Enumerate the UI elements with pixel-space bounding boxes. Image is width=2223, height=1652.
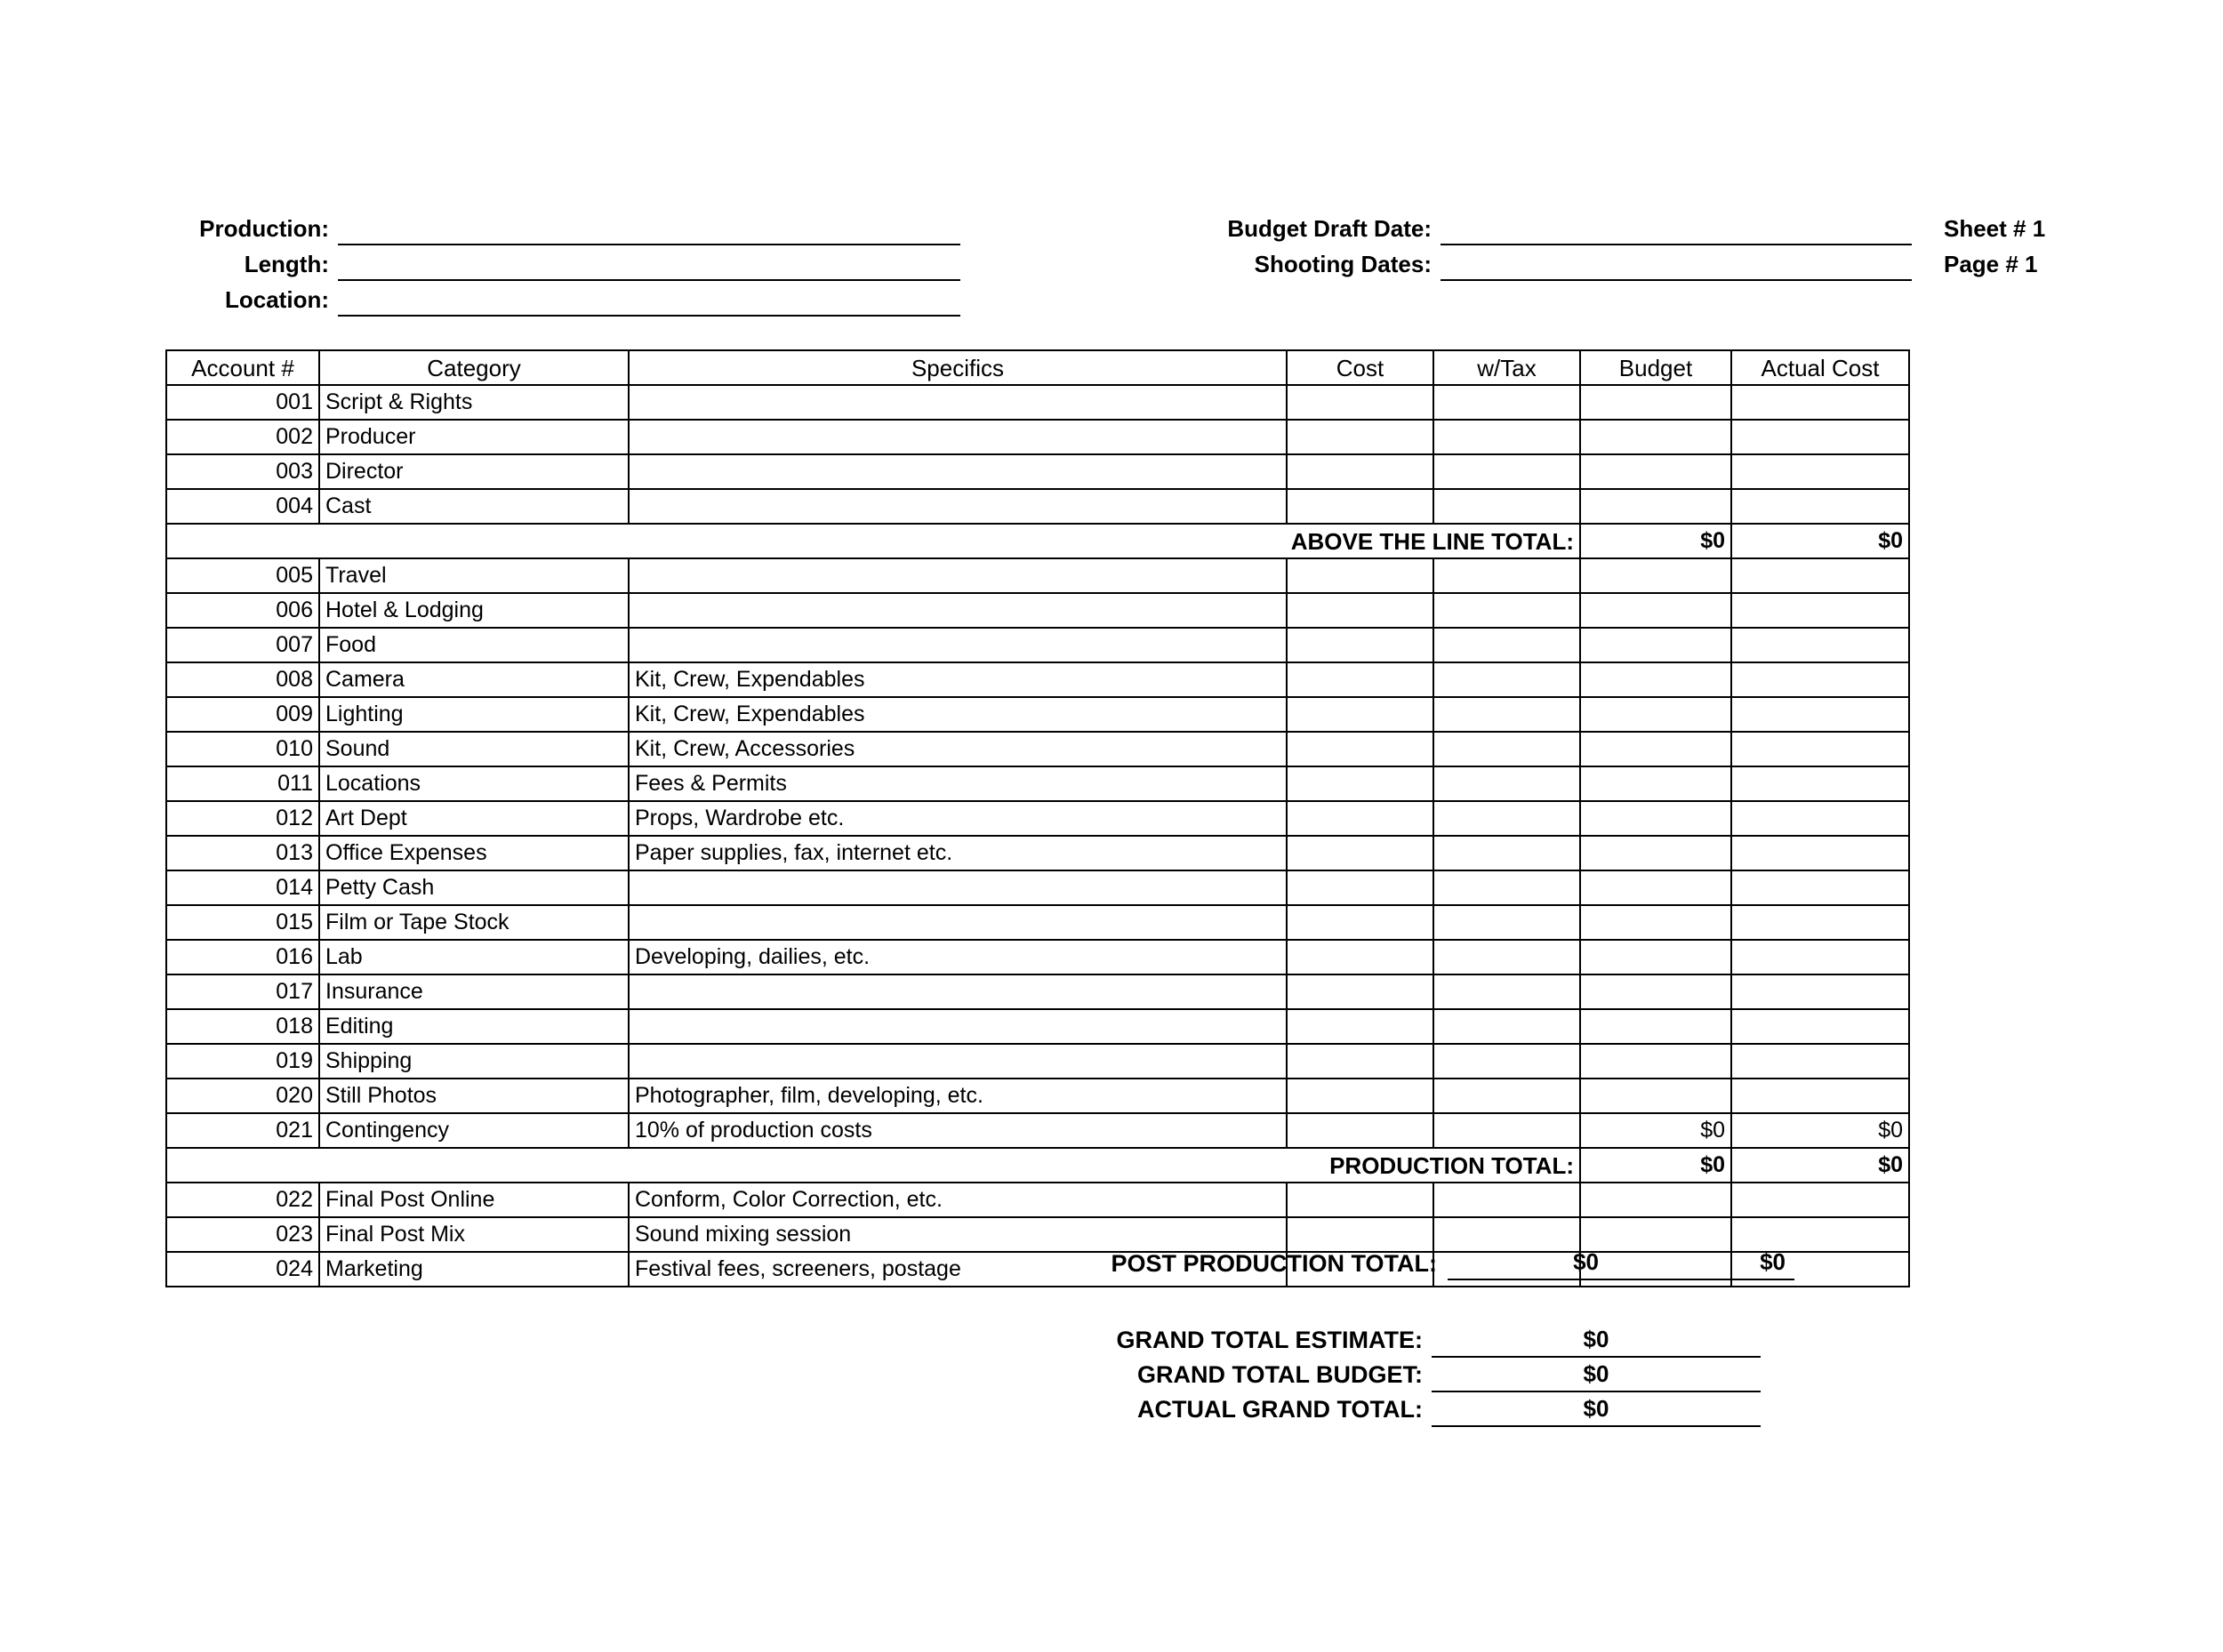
grand-total-estimate-label: GRAND TOTAL ESTIMATE: <box>1116 1327 1423 1353</box>
cell-specifics[interactable]: Kit, Crew, Expendables <box>629 697 1287 732</box>
cell-account: 014 <box>166 870 319 905</box>
cell-specifics[interactable] <box>629 593 1287 628</box>
cell-cost[interactable] <box>1287 385 1433 420</box>
col-cost: Cost <box>1287 350 1433 385</box>
cell-wtax[interactable] <box>1433 697 1580 732</box>
cell-account: 006 <box>166 593 319 628</box>
col-budget: Budget <box>1580 350 1731 385</box>
budget-draft-date-row <box>1200 210 2223 245</box>
cell-wtax[interactable] <box>1433 940 1580 974</box>
table-row <box>166 766 1909 801</box>
cell-account: 007 <box>166 628 319 662</box>
cell-actual[interactable] <box>1731 732 1909 766</box>
cell-category: Director <box>319 454 629 489</box>
cell-category: Editing <box>319 1009 629 1044</box>
table-row <box>166 1079 1909 1113</box>
table-row <box>166 940 1909 974</box>
cell-budget[interactable] <box>1580 1009 1731 1044</box>
cell-account: 010 <box>166 732 319 766</box>
location-input[interactable] <box>338 288 960 317</box>
table-row <box>166 628 1909 662</box>
cell-account: 017 <box>166 974 319 1009</box>
grand-total-budget-row <box>1049 1358 2081 1392</box>
cell-account: 009 <box>166 697 319 732</box>
cell-account: 018 <box>166 1009 319 1044</box>
cell-cost[interactable] <box>1287 974 1433 1009</box>
cell-account: 015 <box>166 905 319 940</box>
cell-specifics[interactable]: Kit, Crew, Accessories <box>629 732 1287 766</box>
actual-grand-total-value: $0 <box>1432 1395 1761 1427</box>
col-account-number: Account # <box>166 350 319 385</box>
cell-specifics[interactable]: Photographer, film, developing, etc. <box>629 1079 1287 1113</box>
cell-specifics[interactable] <box>629 454 1287 489</box>
production-total-budget: $0 <box>1580 1148 1731 1183</box>
cell-actual[interactable] <box>1731 489 1909 524</box>
cell-cost[interactable] <box>1287 1113 1433 1148</box>
cell-actual[interactable] <box>1731 385 1909 420</box>
cell-wtax[interactable] <box>1433 801 1580 836</box>
cell-cost[interactable] <box>1287 870 1433 905</box>
cell-category: Lighting <box>319 697 629 732</box>
shooting-dates-row <box>1200 245 2223 281</box>
cell-wtax[interactable] <box>1433 385 1580 420</box>
cell-budget[interactable] <box>1580 454 1731 489</box>
location-field-row <box>169 281 2054 317</box>
cell-actual[interactable] <box>1731 662 1909 697</box>
above-the-line-total-budget: $0 <box>1580 524 1731 558</box>
cell-actual[interactable] <box>1731 766 1909 801</box>
cell-cost[interactable] <box>1287 1044 1433 1079</box>
cell-wtax[interactable] <box>1433 1079 1580 1113</box>
cell-specifics[interactable] <box>629 420 1287 454</box>
cell-specifics[interactable] <box>629 974 1287 1009</box>
cell-actual[interactable] <box>1731 454 1909 489</box>
post-production-total-actual: $0 <box>1608 1248 1794 1280</box>
production-total-actual: $0 <box>1731 1148 1909 1183</box>
cell-category: Shipping <box>319 1044 629 1079</box>
shooting-dates-label: Shooting Dates: <box>1254 251 1432 277</box>
cell-wtax[interactable] <box>1433 732 1580 766</box>
grand-total-budget-value: $0 <box>1432 1360 1761 1392</box>
cell-wtax[interactable] <box>1433 558 1580 593</box>
post-production-total-budget: $0 <box>1448 1248 1608 1280</box>
cell-wtax[interactable] <box>1433 489 1580 524</box>
production-total-row <box>166 1148 1909 1183</box>
cell-actual[interactable] <box>1731 905 1909 940</box>
header-right-block <box>1200 210 2223 281</box>
cell-specifics[interactable]: Props, Wardrobe etc. <box>629 801 1287 836</box>
above-the-line-total-label: ABOVE THE LINE TOTAL: <box>166 524 1580 558</box>
cell-specifics[interactable] <box>629 385 1287 420</box>
cell-specifics[interactable] <box>629 905 1287 940</box>
cell-actual[interactable] <box>1731 593 1909 628</box>
table-row <box>166 836 1909 870</box>
cell-account: 013 <box>166 836 319 870</box>
cell-wtax[interactable] <box>1433 420 1580 454</box>
cell-category: Art Dept <box>319 801 629 836</box>
cell-budget[interactable] <box>1580 1079 1731 1113</box>
cell-wtax[interactable] <box>1433 836 1580 870</box>
cell-actual[interactable] <box>1731 836 1909 870</box>
cell-actual[interactable] <box>1731 628 1909 662</box>
actual-grand-total-row <box>1049 1392 2081 1427</box>
length-input[interactable] <box>338 253 960 281</box>
table-row <box>166 732 1909 766</box>
cell-cost[interactable] <box>1287 766 1433 801</box>
cell-actual[interactable] <box>1731 1044 1909 1079</box>
cell-specifics[interactable]: 10% of production costs <box>629 1113 1287 1148</box>
cell-budget[interactable] <box>1580 420 1731 454</box>
cell-account: 016 <box>166 940 319 974</box>
post-production-total-label: POST PRODUCTION TOTAL: <box>1111 1250 1437 1277</box>
cell-cost[interactable] <box>1287 489 1433 524</box>
cell-wtax[interactable] <box>1433 662 1580 697</box>
cell-specifics[interactable]: Kit, Crew, Expendables <box>629 662 1287 697</box>
col-wtax: w/Tax <box>1433 350 1580 385</box>
cell-specifics[interactable] <box>629 1009 1287 1044</box>
cell-budget[interactable] <box>1580 593 1731 628</box>
length-label: Length: <box>244 251 329 277</box>
cell-wtax[interactable] <box>1433 905 1580 940</box>
cell-cost[interactable] <box>1287 940 1433 974</box>
cell-budget[interactable] <box>1580 870 1731 905</box>
cell-account: 021 <box>166 1113 319 1148</box>
cell-cost[interactable] <box>1287 420 1433 454</box>
col-category: Category <box>319 350 629 385</box>
cell-actual[interactable] <box>1731 1009 1909 1044</box>
table-row <box>166 662 1909 697</box>
cell-actual[interactable] <box>1731 1183 1909 1217</box>
cell-specifics[interactable]: Festival fees, screeners, postage <box>629 1252 1287 1287</box>
table-row <box>166 1009 1909 1044</box>
cell-actual[interactable] <box>1731 558 1909 593</box>
cell-wtax[interactable] <box>1433 1009 1580 1044</box>
grand-total-estimate-row <box>1049 1323 2081 1358</box>
cell-budget: $0 <box>1580 1113 1731 1148</box>
above-the-line-total-row <box>166 524 1909 558</box>
sheet-number: Sheet # 1 <box>1944 215 2046 242</box>
table-row <box>166 801 1909 836</box>
cell-specifics[interactable] <box>629 628 1287 662</box>
cell-cost[interactable] <box>1287 454 1433 489</box>
cell-actual[interactable] <box>1731 974 1909 1009</box>
cell-budget[interactable] <box>1580 385 1731 420</box>
cell-budget[interactable] <box>1580 558 1731 593</box>
col-specifics: Specifics <box>629 350 1287 385</box>
cell-account: 001 <box>166 385 319 420</box>
cell-cost[interactable] <box>1287 836 1433 870</box>
production-input[interactable] <box>338 217 960 245</box>
post-production-total-row <box>1055 1247 2081 1280</box>
cell-account: 002 <box>166 420 319 454</box>
table-row <box>166 905 1909 940</box>
cell-actual[interactable] <box>1731 870 1909 905</box>
cell-budget[interactable] <box>1580 905 1731 940</box>
cell-category: Petty Cash <box>319 870 629 905</box>
cell-category: Insurance <box>319 974 629 1009</box>
cell-budget[interactable] <box>1580 732 1731 766</box>
table-row <box>166 1183 1909 1217</box>
cell-budget[interactable] <box>1580 940 1731 974</box>
cell-budget[interactable] <box>1580 1183 1731 1217</box>
above-the-line-total-actual: $0 <box>1731 524 1909 558</box>
grand-total-budget-label: GRAND TOTAL BUDGET: <box>1137 1361 1423 1388</box>
cell-specifics[interactable] <box>629 489 1287 524</box>
cell-category: Locations <box>319 766 629 801</box>
cell-account: 023 <box>166 1217 319 1252</box>
page-number: Page # 1 <box>1944 251 2038 277</box>
cell-category: Final Post Mix <box>319 1217 629 1252</box>
cell-budget[interactable] <box>1580 836 1731 870</box>
cell-specifics[interactable] <box>629 558 1287 593</box>
cell-category: Producer <box>319 420 629 454</box>
cell-category: Food <box>319 628 629 662</box>
cell-specifics[interactable]: Paper supplies, fax, internet etc. <box>629 836 1287 870</box>
cell-cost[interactable] <box>1287 1183 1433 1217</box>
cell-cost[interactable] <box>1287 662 1433 697</box>
cell-cost[interactable] <box>1287 732 1433 766</box>
cell-budget[interactable] <box>1580 662 1731 697</box>
cell-wtax[interactable] <box>1433 1113 1580 1148</box>
cell-wtax[interactable] <box>1433 870 1580 905</box>
table-row <box>166 558 1909 593</box>
cell-cost[interactable] <box>1287 593 1433 628</box>
table-row <box>166 1113 1909 1148</box>
grand-totals-block <box>1049 1323 2081 1427</box>
col-actual-cost: Actual Cost <box>1731 350 1909 385</box>
cell-account: 011 <box>166 766 319 801</box>
cell-account: 012 <box>166 801 319 836</box>
cell-actual[interactable] <box>1731 801 1909 836</box>
cell-cost[interactable] <box>1287 905 1433 940</box>
cell-actual[interactable] <box>1731 940 1909 974</box>
budget-draft-date-input[interactable] <box>1441 217 1912 245</box>
cell-category: Travel <box>319 558 629 593</box>
cell-actual[interactable] <box>1731 697 1909 732</box>
cell-cost[interactable] <box>1287 628 1433 662</box>
table-row <box>166 489 1909 524</box>
cell-account: 008 <box>166 662 319 697</box>
cell-budget[interactable] <box>1580 628 1731 662</box>
cell-budget[interactable] <box>1580 697 1731 732</box>
cell-specifics[interactable]: Fees & Permits <box>629 766 1287 801</box>
cell-account: 022 <box>166 1183 319 1217</box>
table-row <box>166 454 1909 489</box>
cell-cost[interactable] <box>1287 1009 1433 1044</box>
shooting-dates-input[interactable] <box>1441 253 1912 281</box>
document-header <box>169 210 2054 317</box>
cell-budget[interactable] <box>1580 766 1731 801</box>
table-row <box>166 420 1909 454</box>
cell-category: Marketing <box>319 1252 629 1287</box>
cell-category: Lab <box>319 940 629 974</box>
production-total-label: PRODUCTION TOTAL: <box>166 1148 1580 1183</box>
cell-account: 004 <box>166 489 319 524</box>
cell-specifics[interactable]: Developing, dailies, etc. <box>629 940 1287 974</box>
cell-category: Contingency <box>319 1113 629 1148</box>
table-row <box>166 974 1909 1009</box>
cell-specifics[interactable]: Sound mixing session <box>629 1217 1287 1252</box>
cell-category: Camera <box>319 662 629 697</box>
table-header-row <box>166 350 1909 385</box>
cell-specifics[interactable] <box>629 870 1287 905</box>
table-row <box>166 870 1909 905</box>
budget-draft-date-label: Budget Draft Date: <box>1227 215 1432 242</box>
table-row <box>166 385 1909 420</box>
cell-category: Film or Tape Stock <box>319 905 629 940</box>
location-label: Location: <box>225 286 329 313</box>
cell-wtax[interactable] <box>1433 1183 1580 1217</box>
cell-actual[interactable] <box>1731 1079 1909 1113</box>
cell-cost[interactable] <box>1287 697 1433 732</box>
cell-actual[interactable] <box>1731 420 1909 454</box>
cell-category: Script & Rights <box>319 385 629 420</box>
production-label: Production: <box>199 215 329 242</box>
cell-wtax[interactable] <box>1433 628 1580 662</box>
cell-category: Hotel & Lodging <box>319 593 629 628</box>
cell-budget[interactable] <box>1580 489 1731 524</box>
cell-account: 005 <box>166 558 319 593</box>
table-row <box>166 1044 1909 1079</box>
grand-total-estimate-value: $0 <box>1432 1326 1761 1358</box>
table-row <box>166 593 1909 628</box>
cell-specifics[interactable]: Conform, Color Correction, etc. <box>629 1183 1287 1217</box>
cell-category: Sound <box>319 732 629 766</box>
cell-actual: $0 <box>1731 1113 1909 1148</box>
table-row <box>166 697 1909 732</box>
cell-cost[interactable] <box>1287 801 1433 836</box>
cell-wtax[interactable] <box>1433 974 1580 1009</box>
cell-cost[interactable] <box>1287 558 1433 593</box>
cell-account: 024 <box>166 1252 319 1287</box>
budget-table <box>165 349 1910 1287</box>
cell-budget[interactable] <box>1580 974 1731 1009</box>
cell-specifics[interactable] <box>629 1044 1287 1079</box>
cell-wtax[interactable] <box>1433 593 1580 628</box>
cell-category: Final Post Online <box>319 1183 629 1217</box>
cell-account: 019 <box>166 1044 319 1079</box>
cell-wtax[interactable] <box>1433 1044 1580 1079</box>
cell-category: Still Photos <box>319 1079 629 1113</box>
cell-budget[interactable] <box>1580 801 1731 836</box>
cell-wtax[interactable] <box>1433 454 1580 489</box>
cell-budget[interactable] <box>1580 1044 1731 1079</box>
cell-category: Cast <box>319 489 629 524</box>
cell-account: 020 <box>166 1079 319 1113</box>
cell-wtax[interactable] <box>1433 766 1580 801</box>
cell-cost[interactable] <box>1287 1079 1433 1113</box>
cell-category: Office Expenses <box>319 836 629 870</box>
cell-account: 003 <box>166 454 319 489</box>
actual-grand-total-label: ACTUAL GRAND TOTAL: <box>1137 1396 1423 1423</box>
